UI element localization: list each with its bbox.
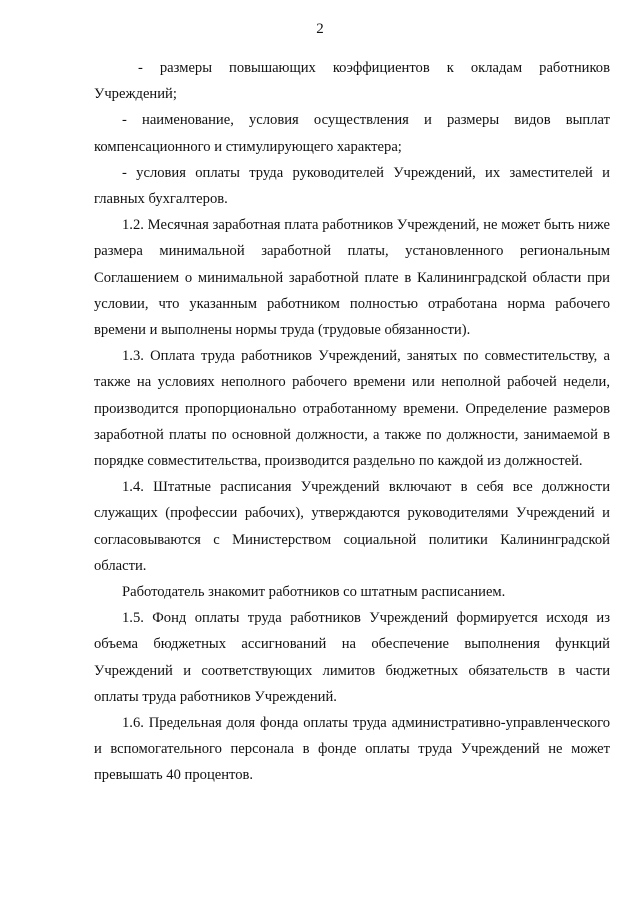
paragraph-list-item-2: - наименование, условия осуществления и размеры видов выплат компенсационного и стимулирующего характера; xyxy=(94,112,610,155)
paragraph-1-4: 1.4. Штатные расписания Учреждений включают в себя все должности служащих (профессии рабочих), утверждаются руководителями Учреждений и согласовываются с Министерством социальной политики Калининградской области. xyxy=(94,479,610,574)
paragraph-1-6: 1.6. Предельная доля фонда оплаты труда административно-управленческого и вспомогательного персонала в фонде оплаты труда Учреждений не может превышать 40 процентов. xyxy=(94,715,610,784)
page-number: 2 xyxy=(316,21,324,37)
paragraph-staff-schedule-note: Работодатель знакомит работников со штатным расписанием. xyxy=(122,584,506,601)
paragraph-1-5: 1.5. Фонд оплаты труда работников Учреждений формируется исходя из объема бюджетных ассигнований на обеспечение выполнения функций Учреждений и соответствующих лимитов бюджетных обязательств в части оплаты труда работников Учреждений. xyxy=(94,610,610,705)
paragraph-list-item-3: - условия оплаты труда руководителей Учреждений, их заместителей и главных бухгалтеров. xyxy=(94,164,610,208)
paragraph-list-item-1: - размеры повышающих коэффициентов к окладам работников Учреждений; xyxy=(94,60,610,103)
paragraph-1-3: 1.3. Оплата труда работников Учреждений, занятых по совместительству, а также на условиях неполного рабочего времени или неполной рабочей недели, производится пропорционально отработанному времени. Определение размеров заработной платы по основной должности, а также по должности, занимаемой в порядке совместительства, производится раздельно по каждой из должностей. xyxy=(94,348,610,470)
paragraph-1-2: 1.2. Месячная заработная плата работников Учреждений, не может быть ниже размера минимальной заработной платы, установленного региональным Соглашением о минимальной заработной плате в Калининградской области при условии, что указанным работником полностью отработана норма рабочего времени и выполнены нормы труда (трудовые обязанности). xyxy=(94,217,610,339)
document-body xyxy=(94,55,610,789)
